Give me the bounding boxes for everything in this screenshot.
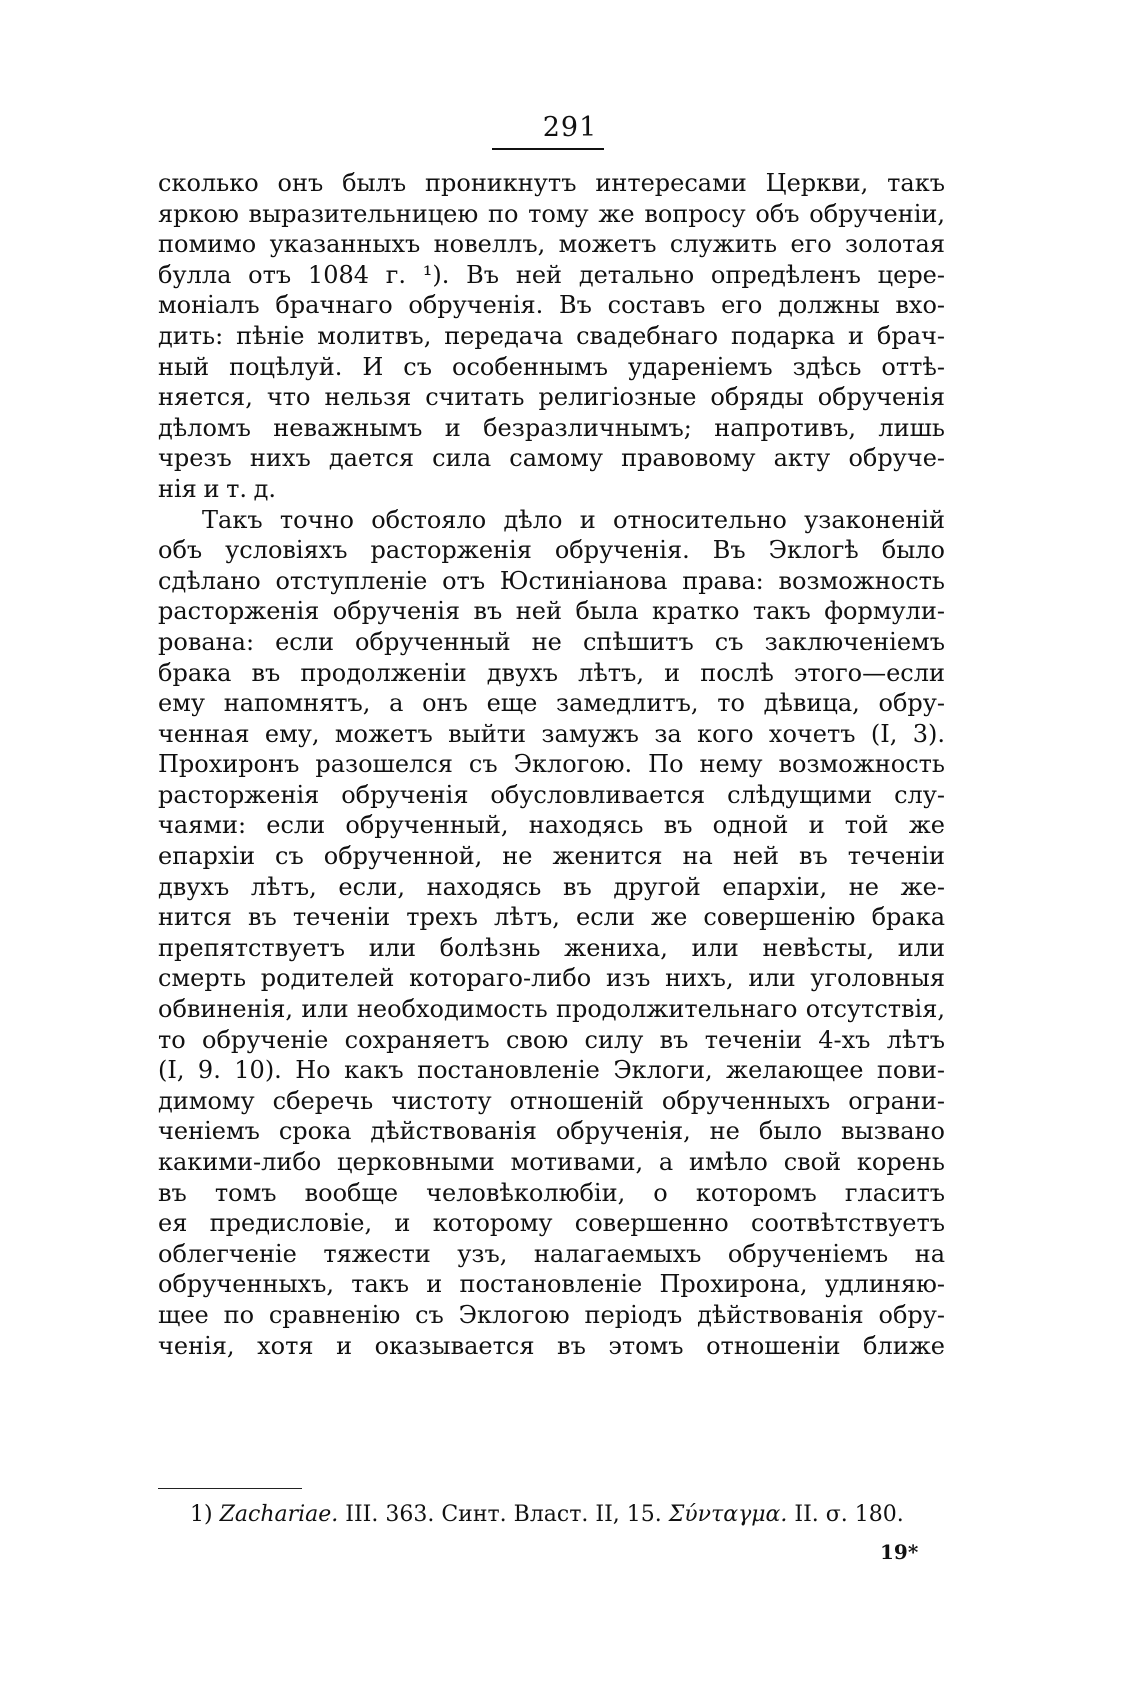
- header-rule: [492, 148, 604, 150]
- text-line: рована: если обрученный не спѣшитъ съ заключеніемъ: [158, 627, 945, 656]
- text-line: то обрученіе сохраняетъ свою силу въ теченіи 4-хъ лѣтъ: [158, 1025, 945, 1054]
- text-line: моніалъ брачнаго обрученія. Въ составъ его должны вхо-: [158, 291, 945, 320]
- text-line: смерть родителей котораго-либо изъ нихъ, или уголовныя: [158, 964, 945, 993]
- text-line: нія и т. д.: [158, 474, 277, 503]
- text-line: ный поцѣлуй. И съ особеннымъ удареніемъ здѣсь оттѣ-: [158, 352, 945, 381]
- body-text: [158, 168, 945, 1361]
- text-line: помимо указанныхъ новеллъ, можетъ служить его золотая: [158, 230, 945, 259]
- paragraph-1: [158, 168, 945, 505]
- text-line: ченіемъ срока дѣйствованія обрученія, не было вызвано: [158, 1117, 945, 1146]
- text-line: двухъ лѣтъ, если, находясь въ другой епархіи, не же-: [158, 872, 945, 901]
- text-line: ченная ему, можетъ выйти замужъ за кого хочетъ (I, 3).: [158, 719, 945, 748]
- footnote-greek-title: Σύνταγμα.: [668, 1502, 788, 1527]
- footnote-page-reference: II. σ. 180.: [794, 1502, 904, 1527]
- text-line: брака въ продолженіи двухъ лѣтъ, и послѣ этого—если: [158, 658, 945, 687]
- text-line: въ томъ вообще человѣколюбіи, о которомъ гласитъ: [158, 1178, 945, 1207]
- text-line: расторженія обрученія обусловливается слѣдущими слу-: [158, 780, 945, 809]
- text-line: Такъ точно обстояло дѣло и относительно узаконеній: [202, 505, 945, 534]
- footnote-author: Zachariae.: [219, 1502, 339, 1527]
- text-line: дить: пѣніе молитвъ, передача свадебнаго подарка и брач-: [158, 321, 945, 350]
- text-line: епархіи съ обрученной, не женится на ней въ теченіи: [158, 842, 945, 871]
- text-line: объ условіяхъ расторженія обрученія. Въ Эклогѣ было: [158, 536, 945, 565]
- text-line: препятствуетъ или болѣзнь жениха, или невѣсты, или: [158, 933, 945, 962]
- text-line: сколько онъ былъ проникнутъ интересами Церкви, такъ: [158, 169, 945, 197]
- text-line: Прохиронъ разошелся съ Эклогою. По нему возможность: [158, 750, 945, 779]
- text-line: димому сберечь чистоту отношеній обрученныхъ ограни-: [158, 1086, 945, 1115]
- footnote: [190, 1500, 950, 1530]
- text-line: дѣломъ неважнымъ и безразличнымъ; напротивъ, лишь: [158, 413, 945, 442]
- text-line: чрезъ нихъ дается сила самому правовому акту обруче-: [158, 444, 945, 473]
- text-line: щее по сравненію съ Эклогою періодъ дѣйствованія обру-: [158, 1300, 945, 1329]
- text-line: облегченіе тяжести узъ, налагаемыхъ обрученіемъ на: [158, 1239, 945, 1268]
- text-line: сдѣлано отступленіе отъ Юстиніанова права: возможность: [158, 566, 945, 595]
- text-line: ему напомнятъ, а онъ еще замедлитъ, то дѣвица, обру-: [158, 689, 945, 718]
- text-line: (I, 9. 10). Но какъ постановленіе Эклоги, желающее пови-: [158, 1056, 945, 1085]
- printer-signature-mark: 19*: [880, 1540, 919, 1564]
- footnote-marker: 1): [190, 1502, 213, 1527]
- text-line: какими-либо церковными мотивами, а имѣло свой корень: [158, 1148, 945, 1176]
- footnote-rule: [158, 1488, 302, 1489]
- text-line: яркою выразительницею по тому же вопросу объ обрученіи,: [158, 199, 945, 228]
- text-line: булла отъ 1084 г. ¹). Въ ней детально опредѣленъ цере-: [158, 260, 945, 289]
- text-line: расторженія обрученія въ ней была кратко такъ формули-: [158, 597, 945, 626]
- page-number: 291: [542, 112, 598, 143]
- text-line: обвиненія, или необходимость продолжительнаго отсутствія,: [158, 995, 945, 1024]
- text-line: ченія, хотя и оказывается въ этомъ отношеніи ближе: [158, 1331, 945, 1360]
- text-line: няется, что нельзя считать религіозные обряды обрученія: [158, 383, 945, 412]
- paragraph-2: [158, 505, 945, 1362]
- text-line: ея предисловіе, и которому совершенно соотвѣтствуетъ: [158, 1209, 945, 1238]
- text-line: обрученныхъ, такъ и постановленіе Прохирона, удлиняю-: [158, 1270, 945, 1299]
- footnote-reference: III. 363. Синт. Власт. II, 15.: [345, 1502, 662, 1527]
- text-line: нится въ теченіи трехъ лѣтъ, если же совершенію брака: [158, 903, 945, 932]
- text-line: чаями: если обрученный, находясь въ одной и той же: [158, 811, 945, 840]
